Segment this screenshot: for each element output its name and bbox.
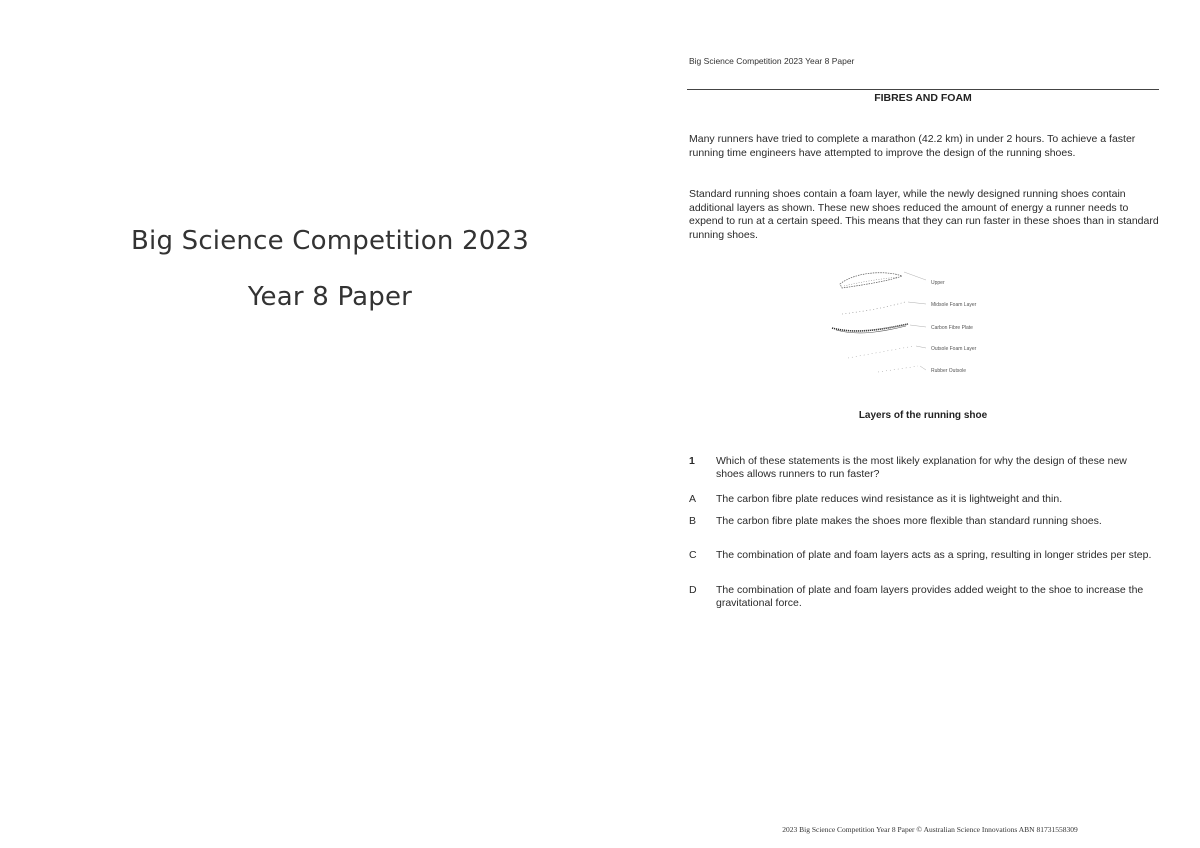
option-key: A — [689, 493, 697, 505]
layer-upper — [840, 272, 945, 288]
header-rule — [687, 89, 1159, 90]
layer-label-carbon: Carbon Fibre Plate — [931, 325, 973, 331]
layer-label-rubber: Rubber Outsole — [931, 368, 967, 374]
question-text: Which of these statements is the most likely explanation for why the design of these new shoes allows runners to run faster? — [716, 455, 1127, 480]
section-title: FIBRES AND FOAM — [874, 92, 972, 104]
shoe-layers-diagram — [830, 262, 1000, 380]
option-text: The combination of plate and foam layers acts as a spring, resulting in longer strides per step. — [716, 549, 1152, 561]
layer-label-upper: Upper — [931, 280, 945, 286]
cover-subtitle: Year 8 Paper — [247, 282, 413, 312]
layer-outsole-foam — [848, 346, 977, 358]
option-text: The combination of plate and foam layers provides added weight to the shoe to increase the gravitational force. — [716, 584, 1144, 609]
intro-paragraph: Many runners have tried to complete a marathon (42.2 km) in under 2 hours. To achieve a faster running time engineers have attempted to improve the design of the running shoes. — [689, 133, 1136, 159]
option-key: C — [689, 549, 697, 561]
option-text: The carbon fibre plate makes the shoes more flexible than standard running shoes. — [716, 515, 1102, 527]
layer-label-outsole-foam: Outsole Foam Layer — [931, 346, 977, 352]
layer-midsole-foam — [842, 302, 977, 314]
layer-rubber-outsole — [878, 366, 966, 374]
layer-label-midsole: Midsole Foam Layer — [931, 302, 977, 308]
figure-caption: Layers of the running shoe — [858, 410, 988, 421]
option-key: B — [689, 515, 697, 527]
cover-title: Big Science Competition 2023 — [130, 226, 530, 256]
option-text: The carbon fibre plate reduces wind resistance as it is lightweight and thin. — [716, 493, 1063, 505]
question-number: 1 — [689, 455, 695, 467]
page-footer: 2023 Big Science Competition Year 8 Paper © Australian Science Innovations ABN 81731558309 — [782, 825, 1078, 834]
running-header: Big Science Competition 2023 Year 8 Paper — [689, 56, 855, 66]
option-key: D — [689, 584, 697, 596]
layer-carbon-plate — [832, 324, 973, 333]
shoe-paragraph: Standard running shoes contain a foam layer, while the newly designed running shoes contain additional layers as shown. These new shoes reduced the amount of energy a runner needs to expend to run at a certain speed. This means that they can run faster in these shoes than in standard running shoes. — [689, 188, 1159, 241]
question-page — [660, 0, 1200, 848]
